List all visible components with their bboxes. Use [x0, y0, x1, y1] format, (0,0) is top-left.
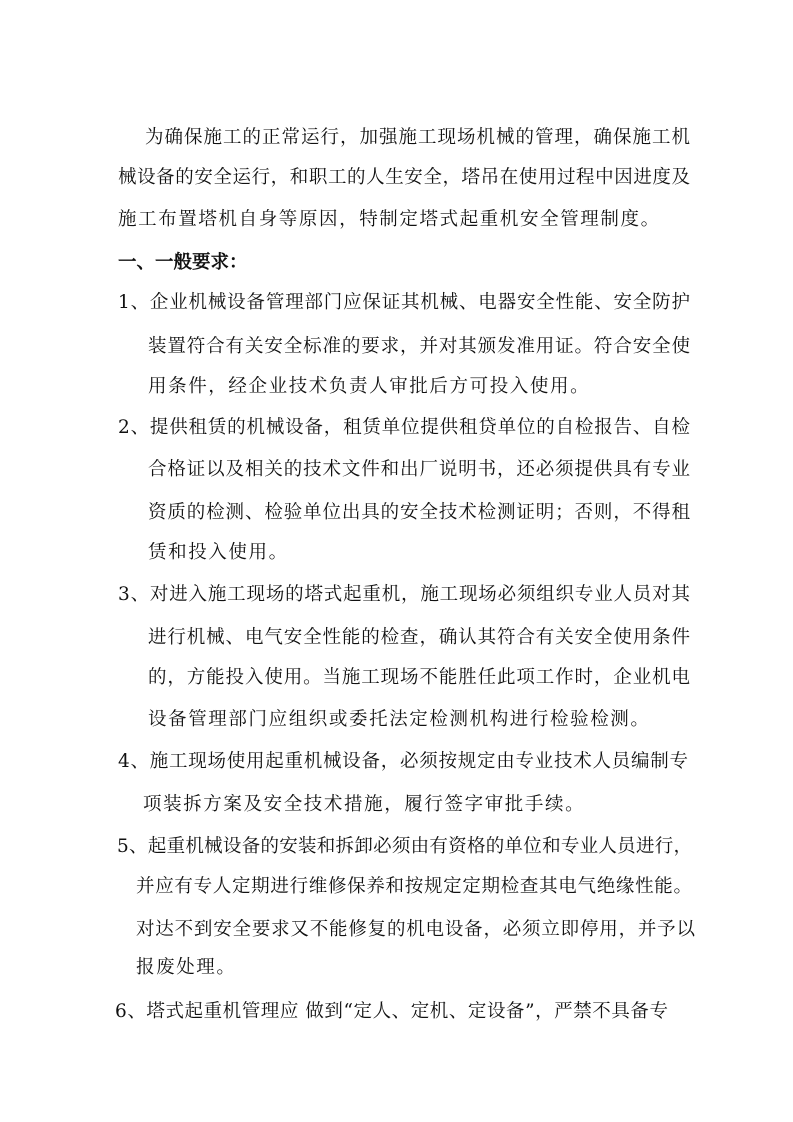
item-line: 4、施工现场使用起重机械设备，必须按规定由专业技术人员编制专	[118, 751, 688, 772]
item-line: 资质的检测、检验单位出具的安全技术检测证明；否则，不得租	[148, 502, 690, 523]
item-line: 用条件，经企业技术负责人审批后方可投入使用。	[148, 376, 591, 397]
item-line: 1、企业机械设备管理部门应保证其机械、电器安全性能、安全防护	[118, 292, 690, 313]
item-line: 的，方能投入使用。当施工现场不能胜任此项工作时，企业机电	[148, 667, 690, 688]
item-line: 并应有专人定期进行维修保养和按规定定期检查其电气绝缘性能。	[136, 876, 692, 897]
item-line: 6、塔式起重机管理应 做到“定人、定机、定设备”，严禁不具备专	[115, 1001, 668, 1022]
item-line: 赁和投入使用。	[148, 542, 289, 563]
item-line: 对达不到安全要求又不能修复的机电设备，必须立即停用，并予以	[136, 919, 695, 940]
item-line: 3、对进入施工现场的塔式起重机，施工现场必须组织专业人员对其	[118, 584, 690, 605]
item-line: 合格证以及相关的技术文件和出厂说明书，还必须提供具有专业	[148, 459, 690, 480]
intro-line: 施工布置塔机自身等原因，特制定塔式起重机安全管理制度。	[118, 209, 661, 230]
intro-line: 为确保施工的正常运行，加强施工现场机械的管理，确保施工机	[145, 127, 690, 148]
item-line: 进行机械、电气安全性能的检查，确认其符合有关安全使用条件	[148, 627, 690, 648]
section-heading: 一、一般要求：	[118, 252, 248, 273]
item-line: 报废处理。	[136, 957, 237, 978]
intro-line: 械设备的安全运行，和职工的人生安全，塔吊在使用过程中因进度及	[118, 167, 690, 188]
item-line: 项装拆方案及安全技术措施，履行签字审批手续。	[143, 794, 586, 815]
item-line: 2、提供租赁的机械设备，租赁单位提供租贷单位的自检报告、自检	[118, 417, 690, 438]
item-line: 5、起重机械设备的安装和拆卸必须由有资格的单位和专业人员进行，	[117, 836, 692, 857]
item-line: 设备管理部门应组织或委托法定检测机构进行检验检测。	[148, 709, 651, 730]
item-line: 装置符合有关安全标准的要求，并对其颁发准用证。符合安全使	[148, 336, 690, 357]
